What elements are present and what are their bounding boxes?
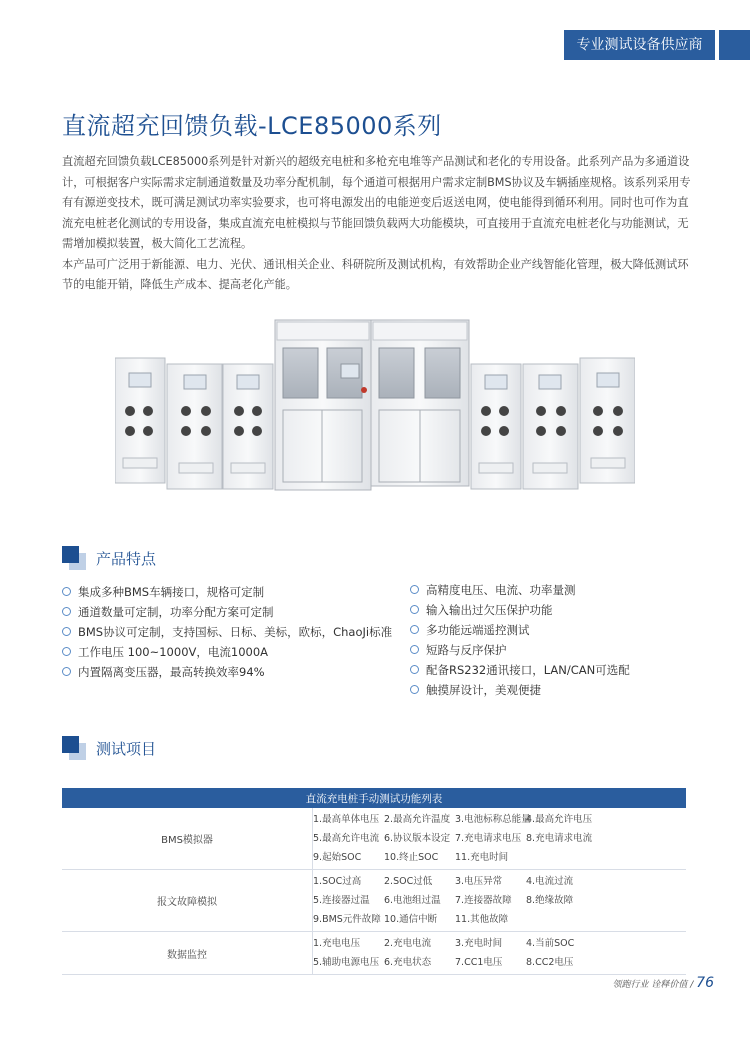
intro-paragraph-1: 直流超充回馈负载LCE85000系列是针对新兴的超级充电桩和多枪充电堆等产品测试和老化的专用设备。此系列产品为多通道设计，可根据客户实际需求定制通道数量及功率分配机制，每个通道可根据用户需求定制BMS协议及车辆插座规格。该系列采用专有有源逆变技术，既可满足测试功率实验要求，也可将电源发出的电能逆变后返送电网，使电能得到循环利用。同时也可作为直流充电桩老化测试的专用设备，集成直流充电桩模拟与节能回馈负载两大功能模块，可直接用于直流充电桩老化与功能测试，无需增加模拟装置，极大简化工艺流程。 bbox=[62, 155, 691, 250]
circle-bullet-icon bbox=[62, 587, 71, 596]
table-item: 10.通信中断 bbox=[384, 914, 438, 925]
table-item: 5.辅助电源电压 bbox=[313, 957, 380, 968]
feature-item bbox=[410, 620, 630, 640]
circle-bullet-icon bbox=[62, 607, 71, 616]
feature-text: 集成多种BMS车辆接口，规格可定制 bbox=[78, 585, 265, 599]
feature-item bbox=[410, 680, 630, 700]
circle-bullet-icon bbox=[410, 665, 419, 674]
table-item-line bbox=[313, 891, 686, 910]
circle-bullet-icon bbox=[410, 645, 419, 654]
feature-text: 输入输出过欠压保护功能 bbox=[426, 603, 553, 617]
feature-item bbox=[62, 622, 392, 642]
table-item: 7.CC1电压 bbox=[455, 957, 503, 968]
circle-bullet-icon bbox=[410, 605, 419, 614]
feature-item bbox=[62, 662, 392, 682]
table-items-cell bbox=[313, 932, 687, 975]
table-row bbox=[62, 932, 686, 975]
table-items-cell bbox=[313, 808, 687, 870]
table-item: 8.绝缘故障 bbox=[526, 895, 574, 906]
table-item: 2.最高允许温度 bbox=[384, 814, 451, 825]
tests-title: 测试项目 bbox=[96, 740, 157, 758]
left-cabinets bbox=[115, 358, 273, 489]
page-number: 76 bbox=[696, 975, 714, 991]
table-item: 1.最高单体电压 bbox=[313, 814, 380, 825]
table-category: 报文故障模拟 bbox=[62, 870, 313, 932]
circle-bullet-icon bbox=[62, 667, 71, 676]
section-square-icon bbox=[62, 546, 86, 570]
table-item: 4.最高允许电压 bbox=[526, 814, 593, 825]
circle-bullet-icon bbox=[62, 627, 71, 636]
page-footer: 领跑行业 诠释价值 / 76 bbox=[612, 975, 714, 991]
feature-item bbox=[410, 660, 630, 680]
table-item: 11.其他故障 bbox=[455, 914, 509, 925]
intro-paragraph-2: 本产品可广泛用于新能源、电力、光伏、通讯相关企业、科研院所及测试机构，有效帮助企业产线智能化管理，极大降低测试环节的电能开销，降低生产成本、提高老化产能。 bbox=[62, 257, 689, 291]
table-item: 8.CC2电压 bbox=[526, 957, 574, 968]
feature-text: 配备RS232通讯接口，LAN/CAN可选配 bbox=[426, 663, 630, 677]
circle-bullet-icon bbox=[410, 625, 419, 634]
table-item-line bbox=[313, 910, 686, 929]
table-item-line bbox=[313, 953, 686, 972]
table-item: 2.SOC过低 bbox=[384, 876, 433, 887]
table-item: 1.充电电压 bbox=[313, 938, 361, 949]
feature-item bbox=[410, 580, 630, 600]
feature-text: 内置隔离变压器，最高转换效率94% bbox=[78, 665, 265, 679]
circle-bullet-icon bbox=[410, 685, 419, 694]
table-item: 7.连接器故障 bbox=[455, 895, 512, 906]
table-row bbox=[62, 808, 686, 870]
table-row bbox=[62, 870, 686, 932]
table-item-line bbox=[313, 872, 686, 891]
table-item: 11.充电时间 bbox=[455, 852, 509, 863]
feature-item bbox=[410, 640, 630, 660]
feature-text: 高精度电压、电流、功率量测 bbox=[426, 583, 576, 597]
table-item: 5.连接器过温 bbox=[313, 895, 370, 906]
features-list-left bbox=[62, 582, 392, 682]
table-item: 4.当前SOC bbox=[526, 938, 575, 949]
test-function-table bbox=[62, 788, 686, 975]
footer-slogan: 领跑行业 诠释价值 bbox=[612, 980, 688, 990]
center-cabinets bbox=[275, 320, 469, 490]
table-category: 数据监控 bbox=[62, 932, 313, 975]
table-item: 5.最高允许电流 bbox=[313, 833, 380, 844]
table-item bbox=[526, 848, 597, 867]
feature-item bbox=[62, 642, 392, 662]
table-item: 9.起始SOC bbox=[313, 852, 362, 863]
header-tag: 专业测试设备供应商 bbox=[564, 30, 715, 60]
feature-text: 多功能远端遥控测试 bbox=[426, 623, 530, 637]
table-item: 6.电池组过温 bbox=[384, 895, 441, 906]
table-item: 10.终止SOC bbox=[384, 852, 439, 863]
table-item: 1.SOC过高 bbox=[313, 876, 362, 887]
table-item: 7.充电请求电压 bbox=[455, 833, 522, 844]
feature-text: 触摸屏设计，美观便捷 bbox=[426, 683, 541, 697]
table-item-line bbox=[313, 848, 686, 867]
header-tag-edge bbox=[719, 30, 750, 60]
table-item-line bbox=[313, 810, 686, 829]
page-title: 直流超充回馈负载-LCE85000系列 bbox=[62, 112, 442, 140]
product-photo bbox=[115, 318, 635, 496]
table-item bbox=[526, 910, 597, 929]
table-item: 9.BMS元件故障 bbox=[313, 914, 381, 925]
circle-bullet-icon bbox=[410, 585, 419, 594]
table-item-line bbox=[313, 829, 686, 848]
feature-text: 通道数量可定制，功率分配方案可定制 bbox=[78, 605, 274, 619]
intro-text bbox=[62, 152, 692, 296]
table-category: BMS模拟器 bbox=[62, 808, 313, 870]
feature-text: BMS协议可定制，支持国标、日标、美标，欧标，ChaoJi标准 bbox=[78, 625, 393, 639]
feature-text: 工作电压 100~1000V，电流1000A bbox=[78, 645, 269, 659]
feature-item bbox=[410, 600, 630, 620]
circle-bullet-icon bbox=[62, 647, 71, 656]
table-item: 6.充电状态 bbox=[384, 957, 432, 968]
table-item: 6.协议版本设定 bbox=[384, 833, 451, 844]
feature-item bbox=[62, 582, 392, 602]
table-item: 4.电流过流 bbox=[526, 876, 574, 887]
table-item: 8.充电请求电流 bbox=[526, 833, 593, 844]
section-square-icon bbox=[62, 736, 86, 760]
table-items-cell bbox=[313, 870, 687, 932]
table-item: 2.充电电流 bbox=[384, 938, 432, 949]
feature-item bbox=[62, 602, 392, 622]
table-item: 3.电压异常 bbox=[455, 876, 503, 887]
features-list-right bbox=[410, 580, 630, 700]
feature-text: 短路与反序保护 bbox=[426, 643, 507, 657]
table-item: 3.电池标称总能量 bbox=[455, 814, 531, 825]
table-caption: 直流充电桩手动测试功能列表 bbox=[62, 788, 686, 808]
features-title: 产品特点 bbox=[96, 550, 157, 568]
right-cabinets bbox=[471, 358, 635, 489]
table-item: 3.充电时间 bbox=[455, 938, 503, 949]
table-item-line bbox=[313, 934, 686, 953]
